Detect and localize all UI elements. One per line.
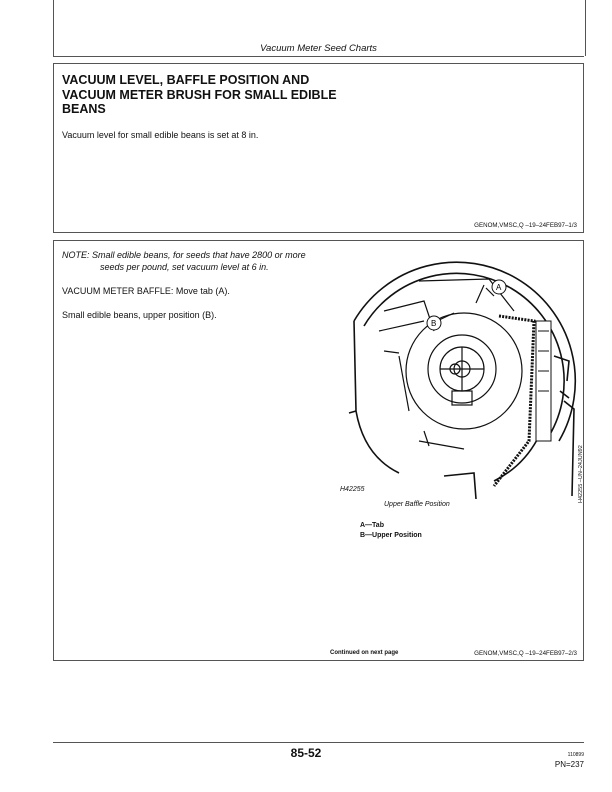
page-index: PN=237 <box>554 760 584 769</box>
continued-note: Continued on next page <box>330 650 399 656</box>
note <box>62 250 324 273</box>
section-vacuum-level <box>53 63 584 233</box>
legend-item-b: B—Upper Position <box>360 532 422 539</box>
figure-side-id: H42255 –UN–24JUN92 <box>578 445 584 503</box>
running-title: Vacuum Meter Seed Charts <box>260 43 377 54</box>
position-instruction: Small edible beans, upper position (B). <box>62 310 217 320</box>
doc-id: GENOM,VMSC,Q –19–24FEB97–2/3 <box>474 650 577 657</box>
header-rule <box>53 56 584 57</box>
vacuum-level-text: Vacuum level for small edible beans is set at 8 in. <box>62 130 259 140</box>
callout-a-label: A <box>496 283 502 292</box>
page-number: 85-52 <box>290 746 322 760</box>
figure-caption: Upper Baffle Position <box>384 501 450 508</box>
footer-rule <box>53 742 584 743</box>
callout-b-label: B <box>431 319 437 328</box>
figure-legend <box>360 521 422 541</box>
figure-code: H42255 <box>340 486 365 493</box>
note-text: NOTE: Small edible beans, for seeds that have 2800 or more seeds per pound, set vacuum level at 6 in. <box>62 250 306 272</box>
legend-item-a: A—Tab <box>360 522 384 529</box>
doc-id: GENOM,VMSC,Q –19–24FEB97–1/3 <box>474 222 577 229</box>
baffle-illustration <box>324 241 584 511</box>
footer-code: 110899 <box>567 752 584 758</box>
section-baffle-position <box>53 240 584 661</box>
baffle-instruction: VACUUM METER BAFFLE: Move tab (A). <box>62 286 230 296</box>
section-title: VACUUM LEVEL, BAFFLE POSITION AND VACUUM METER BRUSH FOR SMALL EDIBLE BEANS <box>62 73 337 116</box>
